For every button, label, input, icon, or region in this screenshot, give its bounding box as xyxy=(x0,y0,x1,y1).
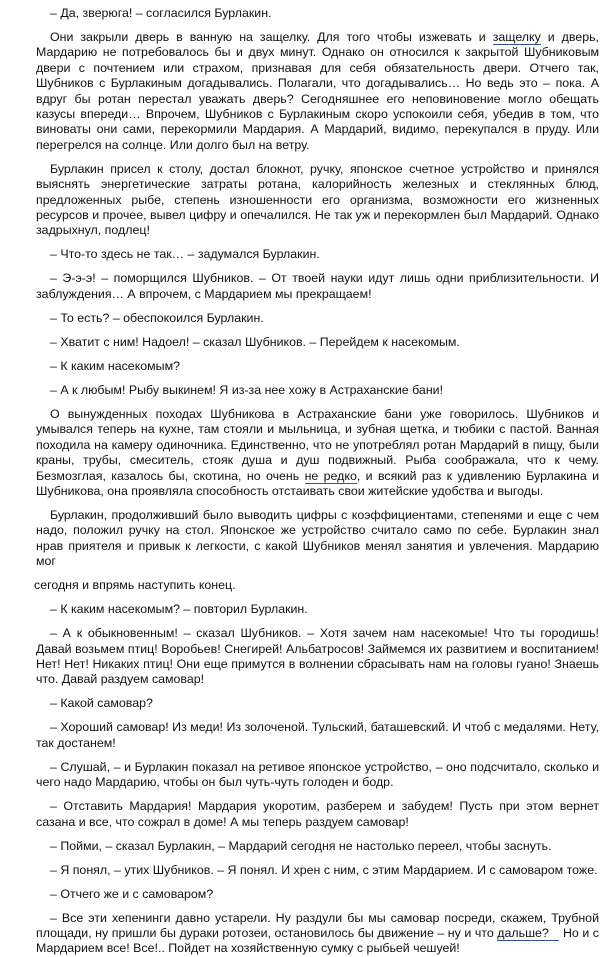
paragraph xyxy=(36,407,599,499)
paragraph: Бурлакин, продолживший было выводить цифры с коэффициентами, степенями и еще с чем надо, положил ручку на стол. Японское же устройство считало само по себе. Бурлакин знал нрав приятеля и привык к легкости, с какой Шубников менял занятия и увлечения. Мардарию мог xyxy=(36,507,599,569)
dialog-line: – К каким насекомым? – повторил Бурлакин. xyxy=(50,602,308,617)
dialog-line: – Хороший самовар! Из меди! Из золоченой. Тульский, баташевский. И чтоб с медалями. Нету, так достанем! xyxy=(36,720,599,750)
dialog-line xyxy=(36,911,599,957)
paragraph xyxy=(36,30,599,153)
dialog-line: – Да, зверюга! – согласился Бурлакин. xyxy=(50,6,272,20)
dialog-line: – Пойми, – сказал Бурлакин, – Мардарий сегодня не настолько переел, чтобы заснуть. xyxy=(50,838,552,853)
text-run: – Все эти хепенинги давно устарели. Ну раздули бы мы самовар посреди, скажем, Трубной площади, ну пришли бы дураки ротозеи, остановилось бы движение – ну и что xyxy=(36,910,599,940)
text-run: Но и с Мардарием все! Все!.. Пойдет на хозяйственную сумку с рыбьей чешуей! xyxy=(36,925,600,956)
marked-word-link[interactable]: не редко xyxy=(304,468,357,483)
dialog-line: – Что-то здесь не так… – задумался Бурлакин. xyxy=(50,247,320,262)
dialog-line: – Какой самовар? xyxy=(50,696,153,711)
text-run: и дверь, Мардарию не потребовалось бы и двух минут. Однако он относился к закрытой Шубниковым двери с почтением или страхом, признавая для себя обязательность двери. Отчего так, Шубников с Бурлакиным догадывались. Полагали, что догадывались… Но ведь это – пока. А вдруг бы ротан перестал уважать дверь? Сегодняшнее его неповиновение могло обещать казусы впереди… Впрочем, Шубников с Бурлакиным скоро успокоили себя, убедив в том, что виноваты они сами, перекормили Мардария. А Мардарий, видимо, перекупался в пруду. Или перегрелся на солнце. Или долго был на ветру. xyxy=(36,30,599,152)
text-run: О вынужденных походах Шубникова в Астраханские бани уже говорилось. Шубников и умывался теперь на кухне, там стояли и мыльница, и зубная щетка, и тюбики с пастой. Ванная походила на камеру одиночника. Единственно, что не употреблял ротан Мардарий в пищу, были краны, трубы, смеситель, стояк душа и душ подвижный. Рыба соображала, что к чему. Безмозглая, казалось бы, скотина, но очень xyxy=(36,406,599,483)
text-run: , и всякий раз к удивлению Бурлакина и Шубникова, она проявляла способность отстаивать свои житейские удобства и выгоды. xyxy=(36,468,600,498)
marked-word-link[interactable]: защелку xyxy=(492,30,541,44)
dialog-line: – А к обыкновенным! – сказал Шубников. – Хотя зачем нам насекомые! Что ты городишь! Давай возьмем птиц! Воробьев! Снегирей! Альбатросов! Займемся их развитием и воспитанием! Нет! Нет! Никаких птиц! Они еще примутся в волнении сбрасывать нам на головы гуано! Знаешь что. Давай раздуем самовар! xyxy=(36,626,599,687)
paragraph: Бурлакин присел к столу, достал блокнот, ручку, японское счетное устройство и принялся выяснять энергетические затраты ротана, калорийность железных и стеклянных блюд, предложенных рыбе, степень изношенности его организма, возможности его жизненных ресурсов и прочее, вывел цифру и опечалился. Не так уж и перекормлен был Мардарий. Однако задрыхнул, подлец! xyxy=(36,161,599,238)
text-run: Они закрыли дверь в ванную на защелку. Для того чтобы изжевать и xyxy=(50,30,493,44)
dialog-line: – Отчего же и с самоваром? xyxy=(50,886,214,901)
dialog-line: – Я понял, – утих Шубников. – Я понял. И хрен с ним, с этим Мардарием. И с самоваром тоже. xyxy=(50,862,598,877)
marked-word-link[interactable]: дальше? xyxy=(497,925,560,940)
dialog-line: – Э-э-э! – поморщился Шубников. – От твоей науки идут лишь одни приблизительности. И заблуждения… А впрочем, с Мардарием мы прекращаем! xyxy=(36,271,599,301)
dialog-line: – Слушай, – и Бурлакин показал на ретивое японское устройство, – оно подсчитало, сколько и чего надо Мардарию, чтобы он был чуть-чуть голоден и бодр. xyxy=(36,759,599,790)
dialog-line: – А к любым! Рыбу выкинем! Я из-за нее хожу в Астраханские бани! xyxy=(50,382,444,397)
dialog-line: – То есть? – обеспокоился Бурлакин. xyxy=(50,310,264,325)
paragraph-continuation: сегодня и впрямь наступить конец. xyxy=(34,578,236,593)
dialog-line: – К каким насекомым? xyxy=(50,358,180,373)
dialog-line: – Хватит с ним! Надоел! – сказал Шубников. – Перейдем к насекомым. xyxy=(50,334,460,349)
dialog-line: – Отставить Мардария! Мардария укоротим, разберем и забудем! Пусть при этом вернет сазана и все, что сожрал в доме! А мы теперь раздуем самовар! xyxy=(36,799,599,829)
